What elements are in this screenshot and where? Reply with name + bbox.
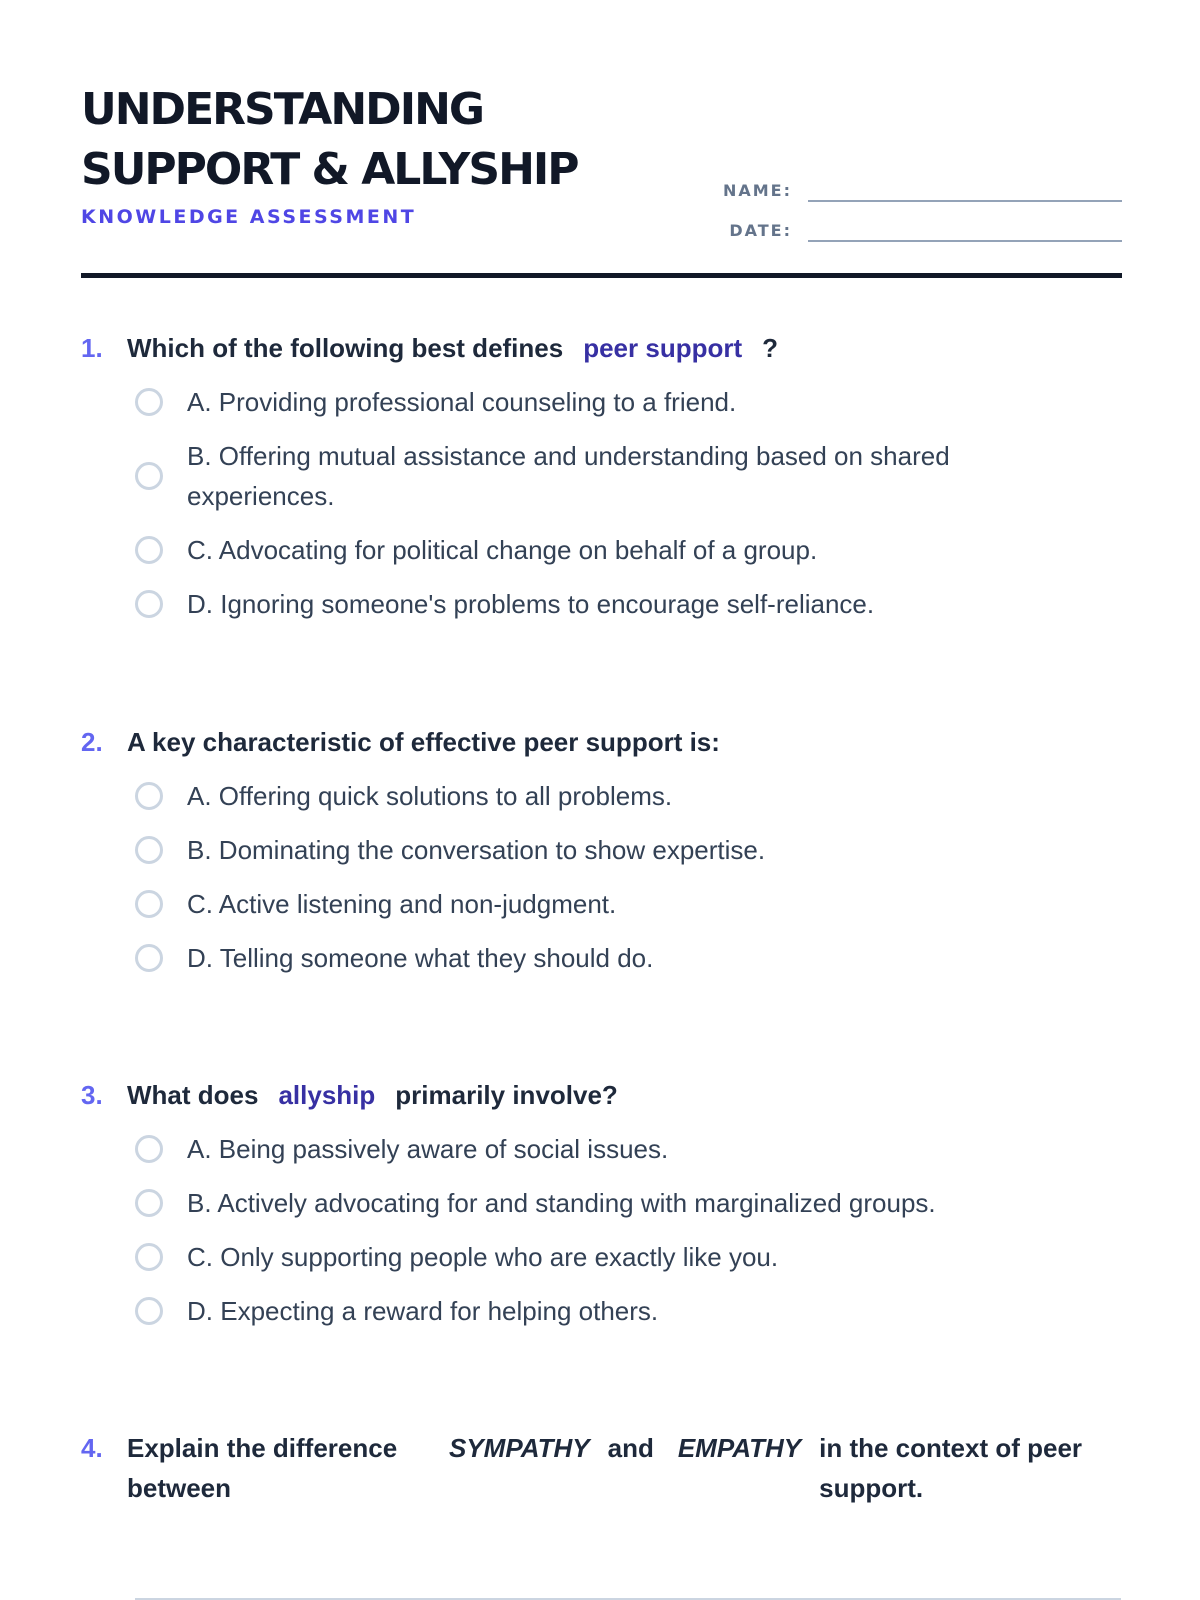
radio-button[interactable]: [135, 1297, 163, 1325]
date-field[interactable]: [808, 210, 1122, 242]
page-subtitle: KNOWLEDGE ASSESSMENT: [81, 206, 417, 228]
option-d[interactable]: [135, 1291, 1122, 1331]
radio-button[interactable]: [135, 590, 163, 618]
option-b[interactable]: [135, 1183, 1122, 1223]
name-field[interactable]: [808, 170, 1122, 202]
option-b[interactable]: [135, 436, 1122, 516]
question-text-end: in the context of peer support.: [819, 1433, 1083, 1503]
radio-button[interactable]: [135, 462, 163, 490]
option-label: C. Active listening and non-judgment.: [187, 889, 617, 919]
assessment-page: [81, 80, 1122, 280]
option-c[interactable]: [135, 530, 1122, 570]
student-info-fields: [702, 162, 1122, 242]
term-sympathy: SYMPATHY: [449, 1433, 590, 1463]
page-title: [81, 80, 661, 200]
name-label: NAME:: [722, 181, 792, 200]
option-label: B. Actively advocating for and standing with marginalized groups.: [187, 1188, 936, 1218]
question-number: 4.: [81, 1433, 103, 1463]
date-row: [702, 202, 1122, 242]
radio-button[interactable]: [135, 890, 163, 918]
radio-button[interactable]: [135, 536, 163, 564]
question-keyword: peer support: [583, 333, 743, 363]
question-keyword: allyship: [278, 1080, 376, 1110]
option-label: C. Only supporting people who are exactly like you.: [187, 1242, 779, 1272]
question-1: [81, 328, 1122, 638]
question-3-prompt: [81, 1075, 1122, 1115]
option-label: C. Advocating for political change on behalf of a group.: [187, 535, 818, 565]
question-text: Explain the difference between: [127, 1433, 398, 1503]
date-label: DATE:: [729, 221, 792, 240]
title-line-2: SUPPORT & ALLYSHIP: [81, 144, 578, 195]
option-label: A. Providing professional counseling to a friend.: [187, 387, 737, 417]
option-b[interactable]: [135, 830, 1122, 870]
term-empathy: EMPATHY: [677, 1433, 802, 1463]
option-c[interactable]: [135, 884, 1122, 924]
option-label: D. Ignoring someone's problems to encourage self-reliance.: [187, 589, 875, 619]
question-4-prompt: [81, 1428, 1122, 1508]
radio-button[interactable]: [135, 836, 163, 864]
question-number: 1.: [81, 333, 103, 363]
option-a[interactable]: [135, 1129, 1122, 1169]
option-c[interactable]: [135, 1237, 1122, 1277]
option-a[interactable]: [135, 776, 1122, 816]
header: [81, 80, 1122, 280]
option-label: A. Offering quick solutions to all problems.: [187, 781, 673, 811]
radio-button[interactable]: [135, 1189, 163, 1217]
question-number: 2.: [81, 727, 103, 757]
answer-options: [135, 776, 1122, 978]
radio-button[interactable]: [135, 944, 163, 972]
question-4: [81, 1428, 1122, 1508]
question-2-prompt: [81, 722, 1122, 762]
question-2: [81, 722, 1122, 992]
question-text: Which of the following best defines: [127, 333, 564, 363]
header-divider: [81, 273, 1122, 278]
question-1-prompt: [81, 328, 1122, 368]
question-text-end: ?: [762, 333, 779, 363]
question-number: 3.: [81, 1080, 103, 1110]
question-3: [81, 1075, 1122, 1345]
name-row: [702, 162, 1122, 202]
answer-options: [135, 382, 1122, 624]
option-d[interactable]: [135, 938, 1122, 978]
question-conjunction: and: [607, 1433, 654, 1463]
option-a[interactable]: [135, 382, 1122, 422]
option-label: D. Expecting a reward for helping others.: [187, 1296, 659, 1326]
radio-button[interactable]: [135, 1243, 163, 1271]
title-line-1: UNDERSTANDING: [81, 84, 484, 135]
option-label: A. Being passively aware of social issues.: [187, 1134, 669, 1164]
question-text: What does: [127, 1080, 259, 1110]
option-d[interactable]: [135, 584, 1122, 624]
option-label: D. Telling someone what they should do.: [187, 943, 654, 973]
radio-button[interactable]: [135, 388, 163, 416]
question-text-end: primarily involve?: [395, 1080, 618, 1110]
answer-options: [135, 1129, 1122, 1331]
question-text: A key characteristic of effective peer support is:: [127, 727, 720, 757]
radio-button[interactable]: [135, 1135, 163, 1163]
radio-button[interactable]: [135, 782, 163, 810]
option-label: B. Dominating the conversation to show expertise.: [187, 835, 766, 865]
option-label: B. Offering mutual assistance and understanding based on shared experiences.: [187, 441, 950, 511]
